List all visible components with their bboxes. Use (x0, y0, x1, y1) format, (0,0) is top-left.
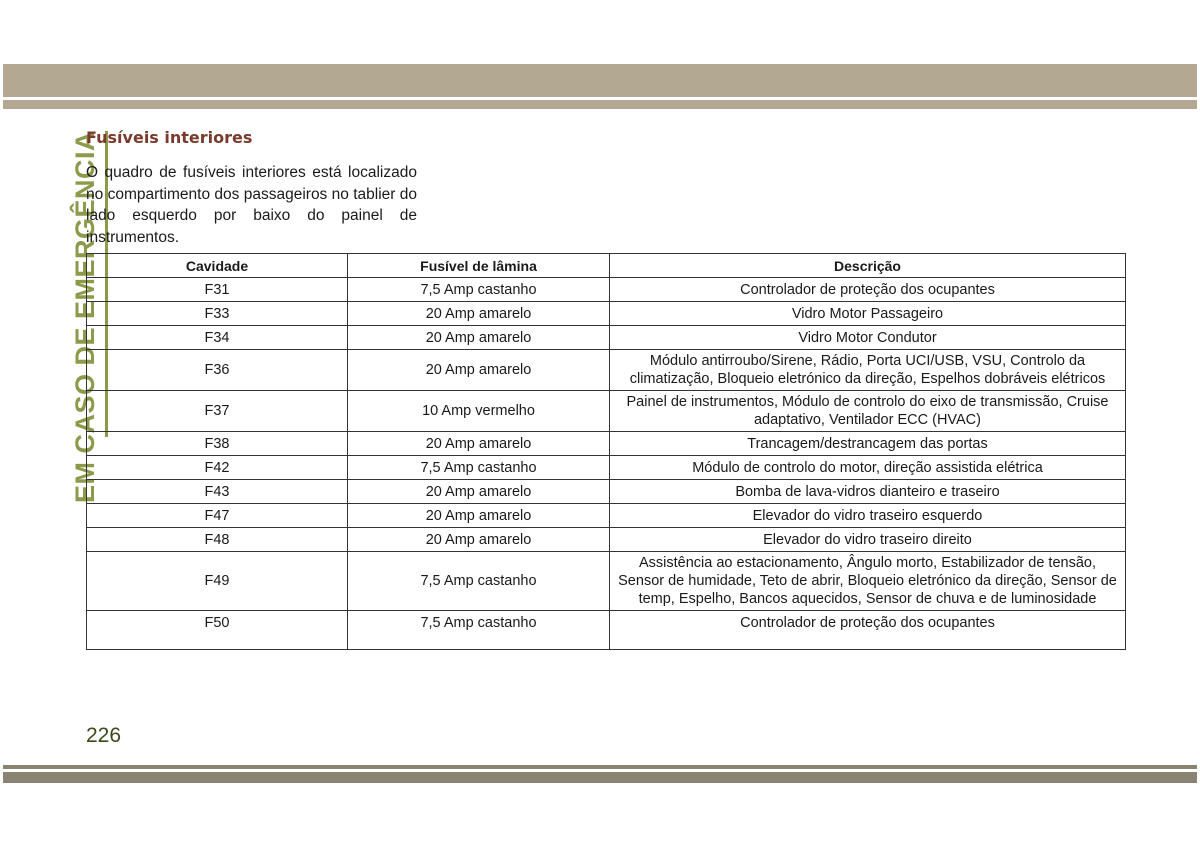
table-row (87, 432, 1126, 456)
table-row (87, 302, 1126, 326)
table-row (87, 480, 1126, 504)
cell-cavity: F50 (87, 611, 348, 650)
cell-description: Assistência ao estacionamento, Ângulo morto, Estabilizador de tensão, Sensor de humidade, Teto de abrir, Bloqueio eletrónico da direção, Sensor de temp, Espelho, Bancos aquecidos, Sensor de chuva e de luminosidade (610, 552, 1126, 611)
cell-fuse: 7,5 Amp castanho (348, 456, 610, 480)
cell-description: Controlador de proteção dos ocupantes (610, 278, 1126, 302)
cell-cavity: F43 (87, 480, 348, 504)
table-row (87, 552, 1126, 611)
cell-description: Módulo de controlo do motor, direção assistida elétrica (610, 456, 1126, 480)
cell-fuse: 20 Amp amarelo (348, 480, 610, 504)
header-cavidade: Cavidade (87, 254, 348, 278)
cell-fuse: 7,5 Amp castanho (348, 278, 610, 302)
cell-description: Painel de instrumentos, Módulo de controlo do eixo de transmissão, Cruise adaptativo, Ventilador ECC (HVAC) (610, 391, 1126, 432)
cell-fuse: 20 Amp amarelo (348, 350, 610, 391)
cell-cavity: F33 (87, 302, 348, 326)
section-title: Fusíveis interiores (86, 128, 253, 147)
cell-cavity: F49 (87, 552, 348, 611)
cell-description: Módulo antirroubo/Sirene, Rádio, Porta UCI/USB, VSU, Controlo da climatização, Bloqueio eletrónico da direção, Espelhos dobráveis elétricos (610, 350, 1126, 391)
cell-cavity: F48 (87, 528, 348, 552)
page-number: 226 (86, 724, 122, 747)
chapter-side-label-text: EM CASO DE EMERGÊNCIA (70, 131, 100, 504)
table-row (87, 528, 1126, 552)
table-row (87, 326, 1126, 350)
footer-rule-thin (3, 765, 1197, 769)
cell-description: Vidro Motor Condutor (610, 326, 1126, 350)
cell-cavity: F38 (87, 432, 348, 456)
cell-cavity: F31 (87, 278, 348, 302)
cell-fuse: 10 Amp vermelho (348, 391, 610, 432)
footer-rule-thick (3, 772, 1197, 783)
cell-description: Controlador de proteção dos ocupantes (610, 611, 1126, 650)
table-row (87, 350, 1126, 391)
header-band (3, 64, 1197, 97)
table-header-row (87, 254, 1126, 278)
cell-fuse: 20 Amp amarelo (348, 432, 610, 456)
cell-description: Elevador do vidro traseiro direito (610, 528, 1126, 552)
cell-cavity: F34 (87, 326, 348, 350)
header-fusivel: Fusível de lâmina (348, 254, 610, 278)
cell-fuse: 20 Amp amarelo (348, 528, 610, 552)
cell-fuse: 20 Amp amarelo (348, 302, 610, 326)
cell-fuse: 7,5 Amp castanho (348, 611, 610, 650)
intro-paragraph: O quadro de fusíveis interiores está localizado no compartimento dos passageiros no tablier do lado esquerdo por baixo do painel de instrumentos. (86, 164, 417, 246)
cell-description: Trancagem/destrancagem das portas (610, 432, 1126, 456)
cell-cavity: F47 (87, 504, 348, 528)
table-row (87, 278, 1126, 302)
table-row (87, 611, 1126, 650)
fuse-table (86, 253, 1126, 650)
cell-description: Elevador do vidro traseiro esquerdo (610, 504, 1126, 528)
cell-fuse: 7,5 Amp castanho (348, 552, 610, 611)
cell-fuse: 20 Amp amarelo (348, 504, 610, 528)
table-row (87, 504, 1126, 528)
cell-cavity: F37 (87, 391, 348, 432)
cell-fuse: 20 Amp amarelo (348, 326, 610, 350)
table-row (87, 456, 1126, 480)
cell-cavity: F36 (87, 350, 348, 391)
header-descricao: Descrição (610, 254, 1126, 278)
cell-description: Bomba de lava-vidros dianteiro e traseiro (610, 480, 1126, 504)
table-row (87, 391, 1126, 432)
cell-description: Vidro Motor Passageiro (610, 302, 1126, 326)
cell-cavity: F42 (87, 456, 348, 480)
header-rule (3, 100, 1197, 109)
